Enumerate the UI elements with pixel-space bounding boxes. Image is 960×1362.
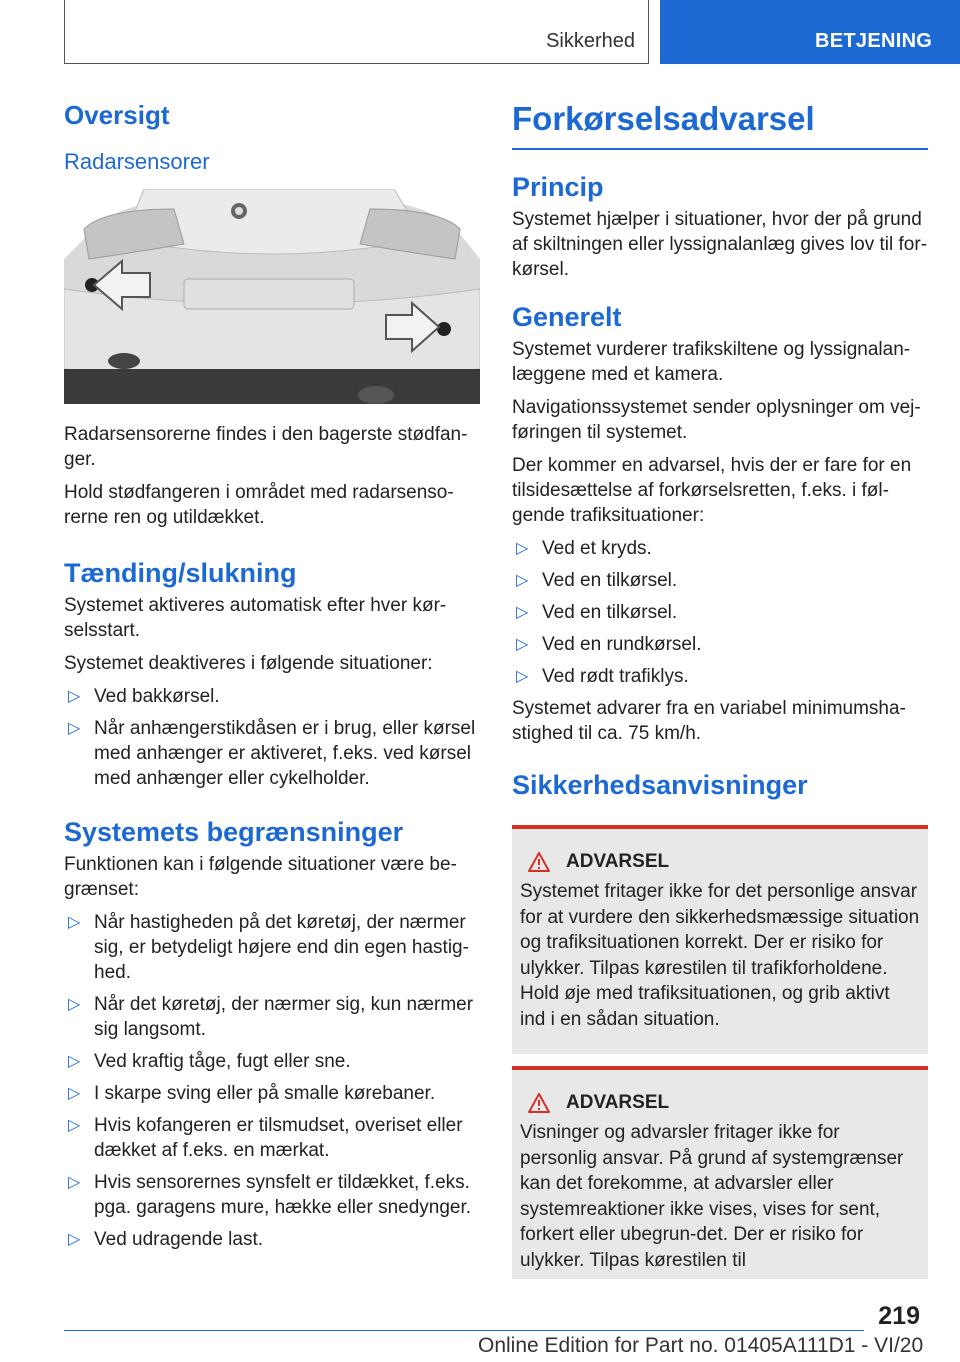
warning-triangle-icon	[528, 1093, 550, 1113]
paragraph: Der kommer en advarsel, hvis der er fare for en tilsidesættelse af forkørselsretten, f.eks. i føl-gende trafiksituationer:	[512, 455, 912, 526]
triangle-bullet-icon: ▷	[516, 572, 529, 589]
chapter-tab-label: BETJENING	[815, 30, 933, 52]
warning-text: Systemet fritager ikke for det personlige ansvar for at vurdere den sikkerhedsmæssige situation og trafiksituationen korrekt. Der er risiko for ulykker. Tilpas kørestilen til trafikforholdene. Hold øje med trafiksituationen, og grib aktivt ind i en sådan situation.	[520, 881, 920, 1030]
triangle-bullet-icon: ▷	[68, 1174, 81, 1191]
list-item: ▷ Ved en rundkørsel.	[516, 634, 702, 655]
list-item: ▷ Ved udragende last.	[68, 1229, 264, 1250]
paragraph: Hold stødfangeren i området med radarsenso-rerne ren og utildækket.	[64, 482, 454, 528]
warning-box	[512, 1066, 928, 1279]
list-item: ▷ Ved et kryds.	[516, 538, 652, 559]
paragraph: Systemet vurderer trafikskiltene og lyssignalan-læggene med et kamera.	[512, 339, 911, 385]
triangle-bullet-icon: ▷	[68, 1085, 81, 1102]
paragraph: Radarsensorerne findes i den bagerste stødfan-ger.	[64, 424, 468, 470]
triangle-bullet-icon: ▷	[516, 604, 529, 621]
triangle-bullet-icon: ▷	[68, 688, 81, 705]
car-rear-radar-illustration	[64, 189, 480, 404]
left-column	[64, 100, 480, 1252]
triangle-bullet-icon: ▷	[68, 1117, 81, 1134]
list-item: ▷ I skarpe sving eller på smalle kørebaner.	[68, 1083, 436, 1104]
list-item: ▷ Hvis kofangeren er tilsmudset, overiset eller dækket af f.eks. en mærkat.	[68, 1115, 463, 1161]
triangle-bullet-icon: ▷	[68, 720, 81, 737]
warning-text: Visninger og advarsler fritager ikke for personlig ansvar. På grund af systemgrænser kan det forekomme, at advarsler eller systemreaktioner ikke vises, vises for sent, forkert eller ubegrun-det. Der er risiko for ulykker. Tilpas kørestilen til	[520, 1122, 904, 1271]
list-item: ▷ Når det køretøj, der nærmer sig, kun nærmer sig langsomt.	[68, 994, 474, 1040]
heading-taending-slukning: Tænding/slukning	[64, 558, 297, 588]
warning-box	[512, 825, 928, 1054]
paragraph: Systemet hjælper i situationer, hvor der på grund af skiltningen eller lyssignalanlæg gives lov til for-kørsel.	[512, 209, 928, 280]
limitations-list	[64, 910, 480, 1252]
warning-triangle-icon	[528, 852, 550, 872]
triangle-bullet-icon: ▷	[68, 1231, 81, 1248]
list-item: ▷ Ved rødt trafiklys.	[516, 666, 689, 687]
warning-label: ADVARSEL	[566, 851, 670, 872]
paragraph: Systemet deaktiveres i følgende situationer:	[64, 653, 433, 674]
list-item: ▷ Ved kraftig tåge, fugt eller sne.	[68, 1051, 351, 1072]
list-item: ▷ Hvis sensorernes synsfelt er tildækket, f.eks. pga. garagens mure, hække eller snedynger.	[68, 1172, 472, 1218]
list-item: ▷ Ved en tilkørsel.	[516, 602, 678, 623]
footer-divider	[64, 1330, 864, 1331]
list-item: ▷ Ved en tilkørsel.	[516, 570, 678, 591]
triangle-bullet-icon: ▷	[516, 668, 529, 685]
warning-title	[528, 1092, 920, 1114]
triangle-bullet-icon: ▷	[68, 996, 81, 1013]
triangle-bullet-icon: ▷	[68, 914, 81, 931]
section-title-forkoerselsadvarsel: Forkørselsadvarsel	[512, 100, 928, 150]
list-item: ▷ Ved bakkørsel.	[68, 686, 220, 707]
subtitle-radarsensorer: Radarsensorer	[64, 149, 210, 174]
heading-systemets-begraensninger: Systemets begrænsninger	[64, 817, 404, 847]
paragraph: Navigationssystemet sender oplysninger om vej-føringen til systemet.	[512, 397, 921, 443]
traffic-situations-list	[512, 536, 928, 689]
section-title-oversigt: Oversigt	[64, 100, 170, 130]
paragraph: Systemet aktiveres automatisk efter hver kør-selsstart.	[64, 595, 447, 641]
heading-generelt: Generelt	[512, 302, 622, 332]
triangle-bullet-icon: ▷	[68, 1053, 81, 1070]
triangle-bullet-icon: ▷	[516, 540, 529, 557]
heading-princip: Princip	[512, 172, 604, 202]
paragraph: Systemet advarer fra en variabel minimumsha-stighed til ca. 75 km/h.	[512, 698, 906, 744]
warning-title	[528, 851, 920, 873]
header-section-title: Sikkerhed	[546, 30, 635, 52]
page-number: 219	[878, 1302, 920, 1330]
footer-edition: Online Edition for Part no. 01405A111D1 - VI/20	[478, 1334, 924, 1357]
right-column	[512, 100, 928, 1279]
list-item: ▷ Når anhængerstikdåsen er i brug, eller kørsel med anhænger er aktiveret, f.eks. ved kørsel med anhænger eller cykelholder.	[68, 718, 476, 789]
warning-label: ADVARSEL	[566, 1092, 670, 1113]
paragraph: Funktionen kan i følgende situationer være be-grænset:	[64, 854, 457, 900]
triangle-bullet-icon: ▷	[516, 636, 529, 653]
heading-sikkerhedsanvisninger: Sikkerhedsanvisninger	[512, 770, 808, 800]
deactivation-list	[64, 684, 480, 791]
list-item: ▷ Når hastigheden på det køretøj, der nærmer sig, er betydeligt højere end din egen hastig-hed.	[68, 912, 469, 983]
